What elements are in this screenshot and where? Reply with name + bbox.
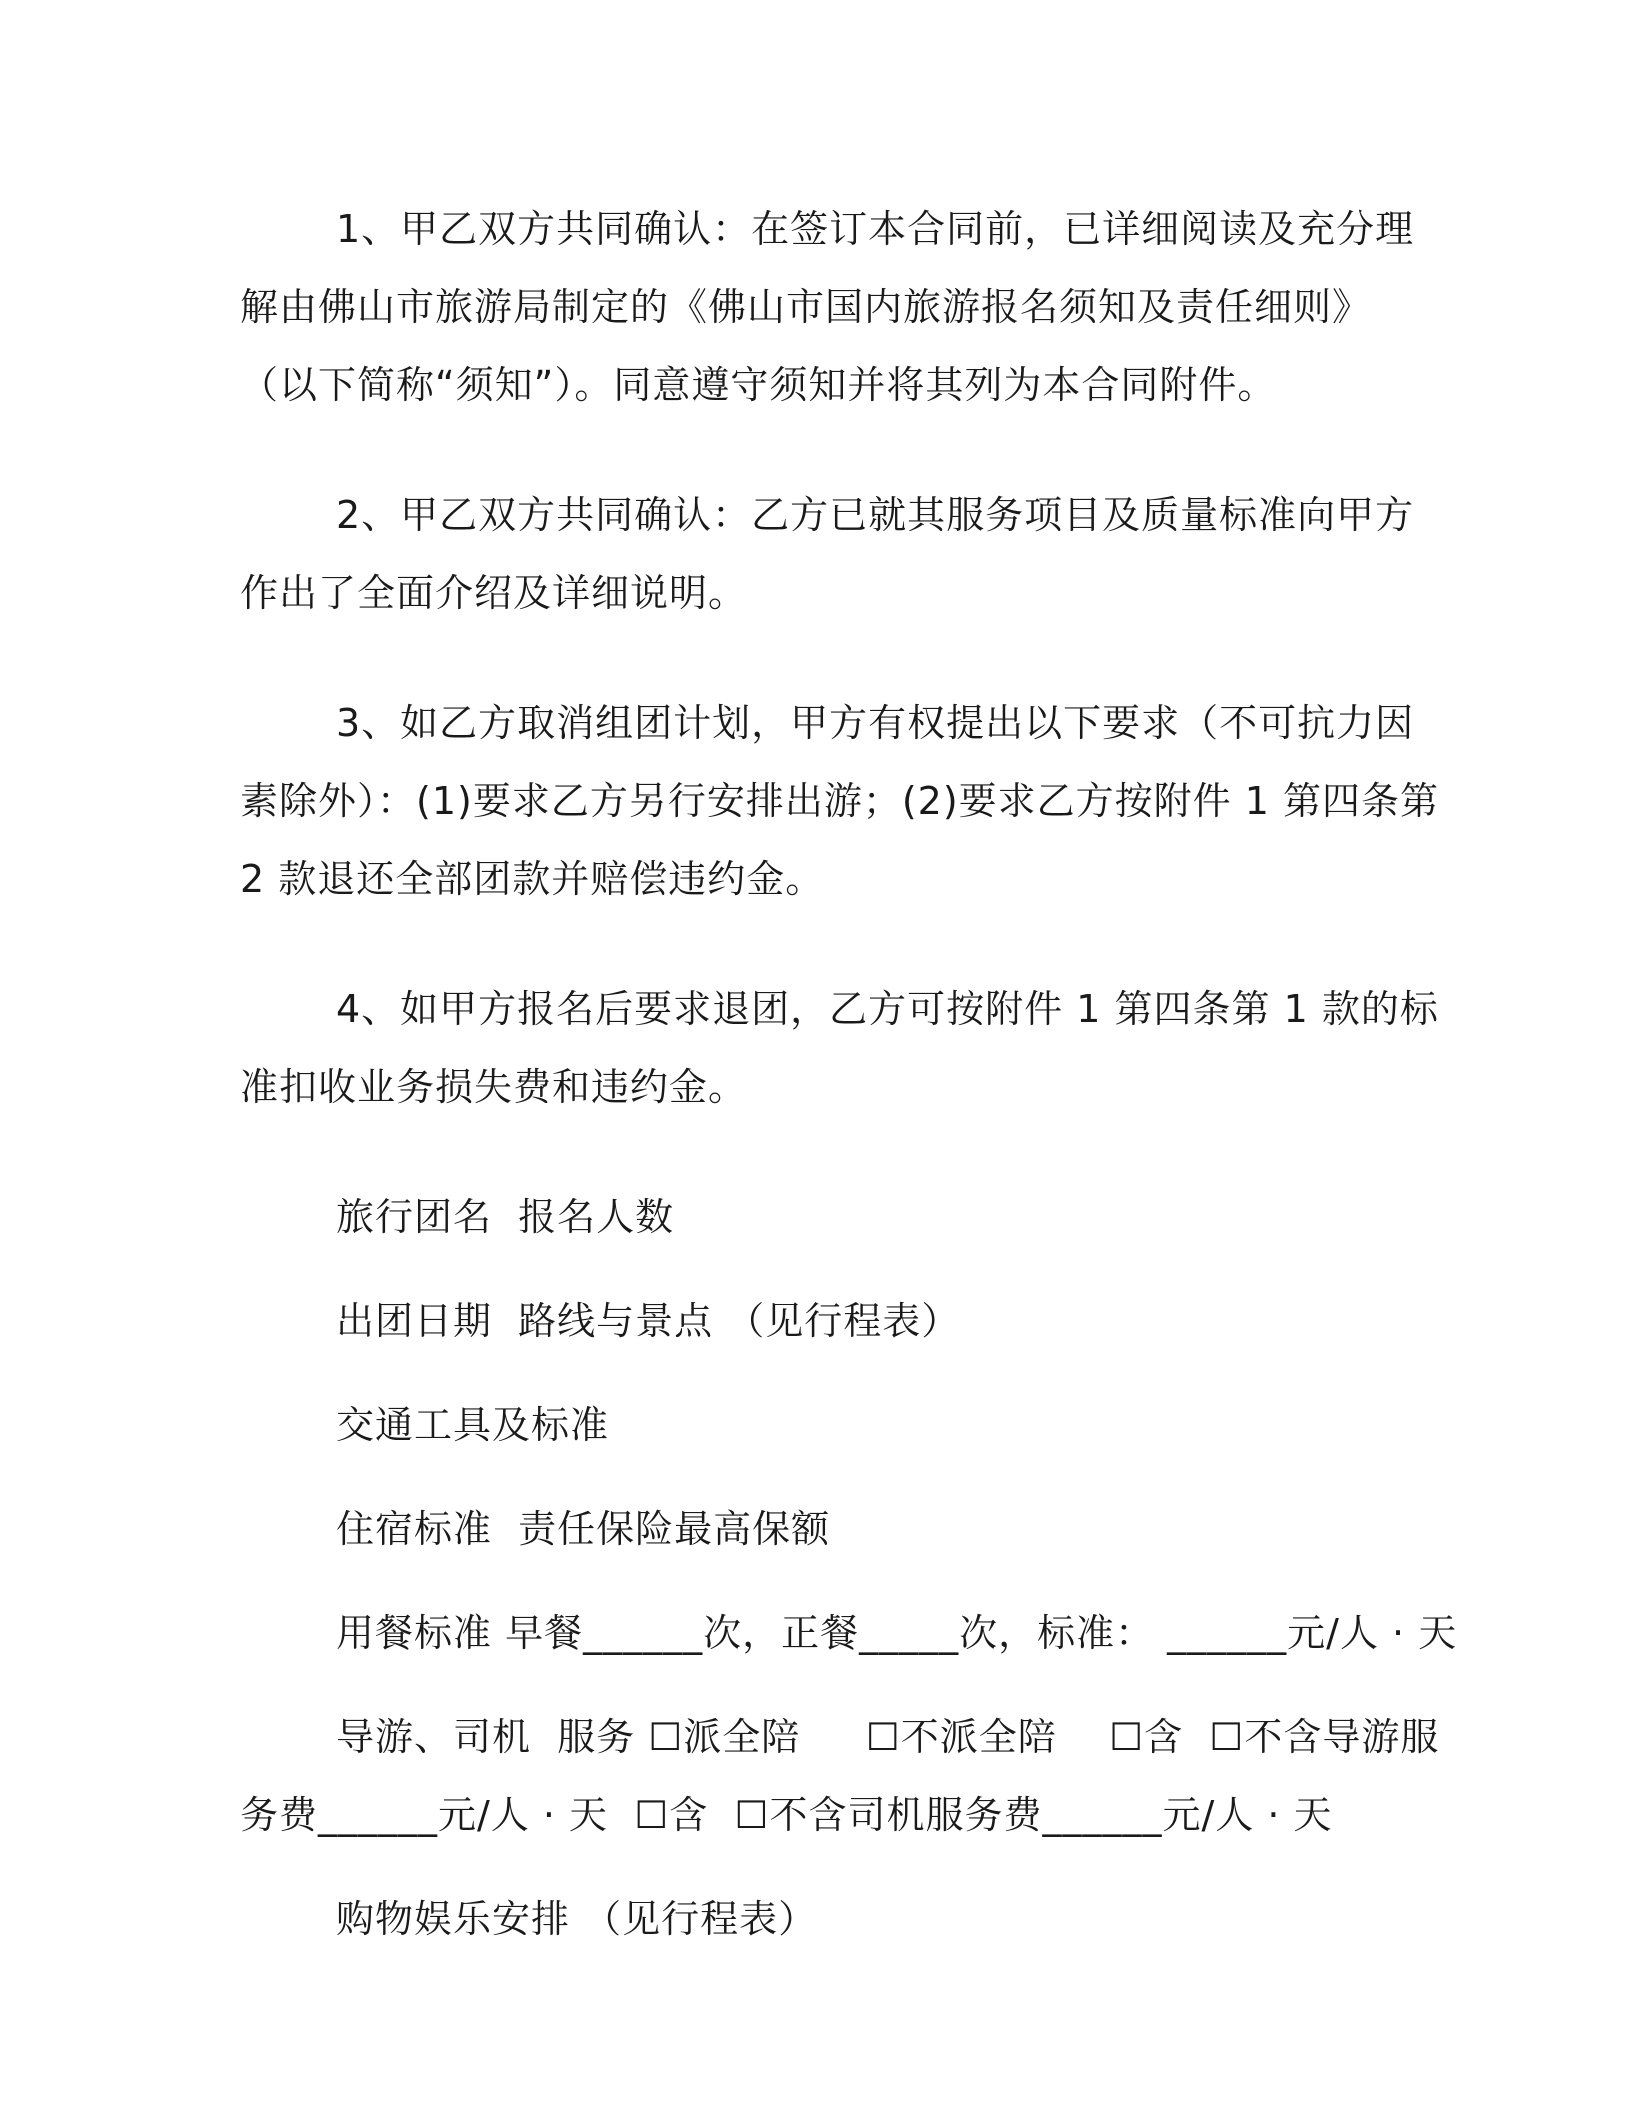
field-departure: 出团日期 路线与景点 （见行程表） [336, 1299, 961, 1343]
field-shopping: 购物娱乐安排 （见行程表） [336, 1897, 818, 1941]
guide-line-1: 导游、司机 服务 ☐派全陪 ☐不派全陪 ☐含 ☐不含导游服 [336, 1715, 1440, 1759]
clause-3-line-3: 2 款退还全部团款并赔偿违约金。 [240, 857, 825, 901]
field-lodging: 住宿标准 责任保险最高保额 [336, 1507, 831, 1551]
clause-4 [240, 970, 1439, 1126]
field-meals: 用餐标准 早餐______次，正餐_____次，标准： ______元/人 · 天 [336, 1611, 1458, 1655]
contract-body [240, 190, 1458, 1984]
clause-2-line-1: 2、甲乙双方共同确认：乙方已就其服务项目及质量标准向甲方 [336, 493, 1415, 537]
clause-1-line-2: 解由佛山市旅游局制定的《佛山市国内旅游报名须知及责任细则》 [240, 285, 1372, 329]
field-guide-driver [240, 1698, 1440, 1854]
field-transport: 交通工具及标准 [336, 1403, 610, 1447]
clause-2 [240, 476, 1415, 632]
guide-line-2: 务费______元/人 · 天 ☐含 ☐不含司机服务费______元/人 · 天 [240, 1793, 1333, 1837]
field-tour-group: 旅行团名 报名人数 [336, 1195, 675, 1239]
clause-4-line-2: 准扣收业务损失费和违约金。 [240, 1065, 748, 1109]
clause-1 [240, 190, 1415, 424]
clause-4-line-1: 4、如甲方报名后要求退团，乙方可按附件 1 第四条第 1 款的标 [336, 987, 1439, 1031]
clause-1-line-1: 1、甲乙双方共同确认：在签订本合同前，已详细阅读及充分理 [336, 207, 1415, 251]
clause-3 [240, 684, 1439, 918]
clause-1-line-3: （以下简称“须知”）。同意遵守须知并将其列为本合同附件。 [240, 363, 1277, 407]
clause-2-line-2: 作出了全面介绍及详细说明。 [240, 571, 748, 615]
clause-3-line-2: 素除外）：(1)要求乙方另行安排出游；(2)要求乙方按附件 1 第四条第 [240, 779, 1439, 823]
clause-3-line-1: 3、如乙方取消组团计划，甲方有权提出以下要求（不可抗力因 [336, 701, 1415, 745]
